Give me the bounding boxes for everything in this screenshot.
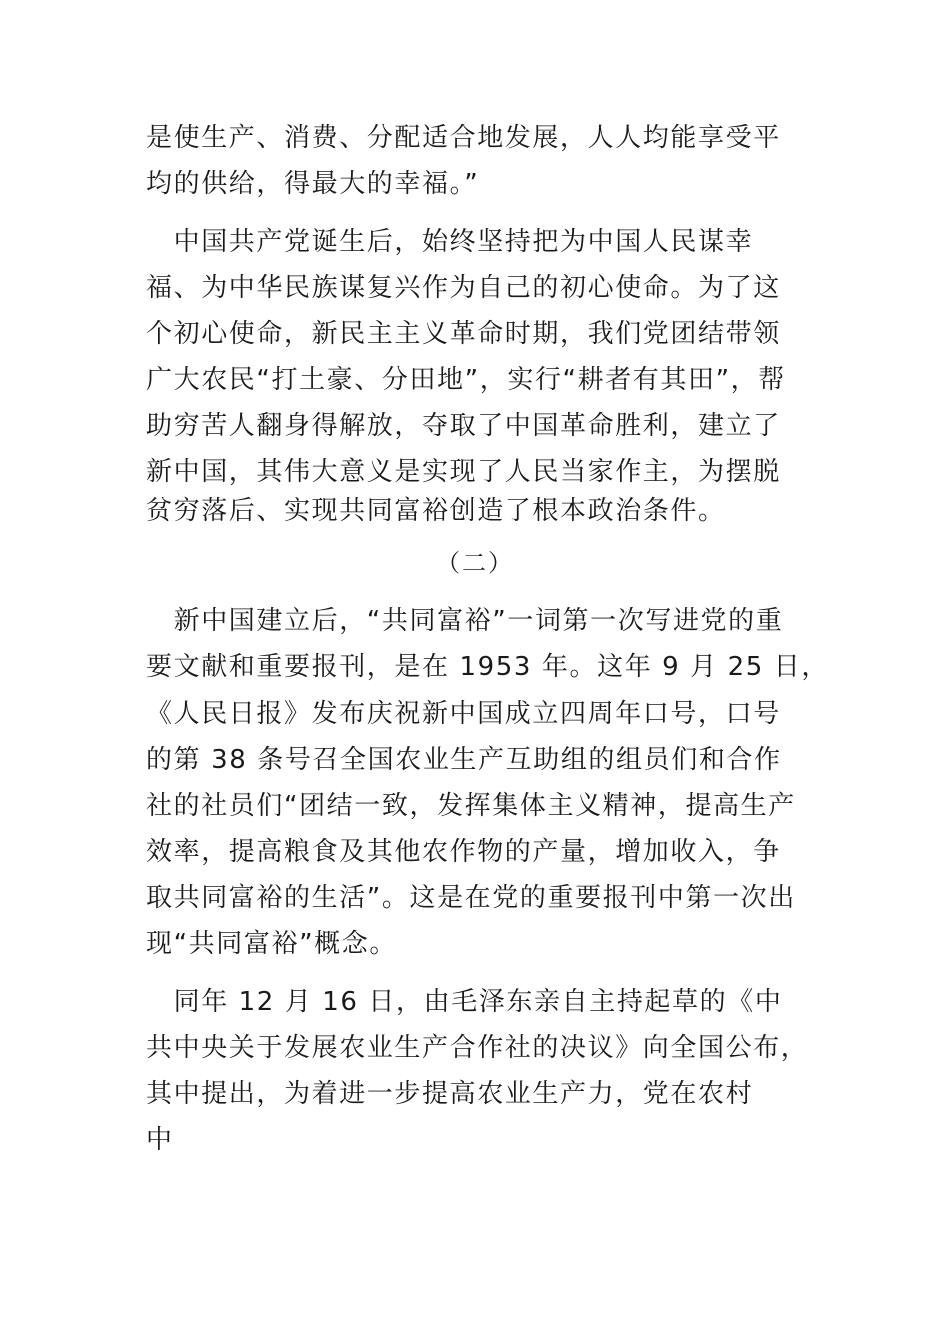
- text-line: 的第 38 条号召全国农业生产互助组的组员们和合作: [146, 745, 782, 775]
- text-line: 个初心使命，新民主主义革命时期，我们党团结带领: [146, 319, 781, 349]
- text-line: 其中提出，为着进一步提高农业生产力，党在农村: [146, 1079, 754, 1109]
- text-line: 广大农民“打土豪、分田地”，实行“耕者有其田”，帮: [146, 365, 786, 395]
- text-line: 取共同富裕的生活”。这是在党的重要报刊中第一次出: [146, 883, 796, 913]
- text-line: 均的供给，得最大的幸福。”: [146, 169, 480, 199]
- text-line: 中国共产党诞生后，始终坚持把为中国人民谋幸: [146, 227, 754, 257]
- text-line: 现“共同富裕”概念。: [146, 929, 397, 959]
- text-line: 福、为中华民族谋复兴作为自己的初心使命。为了这: [146, 273, 781, 303]
- section-heading: （二）: [436, 549, 514, 577]
- text-line: 新中国，其伟大意义是实现了人民当家作主，为摆脱: [146, 457, 781, 487]
- text-line: 新中国建立后，“共同富裕”一词第一次写进党的重: [146, 606, 784, 636]
- text-line: 同年 12 月 16 日，由毛泽东亲自主持起草的《中: [146, 987, 783, 1017]
- text-line: 社的社员们“团结一致，发挥集体主义精神，提高生产: [146, 791, 796, 821]
- text-line: 中: [146, 1125, 174, 1155]
- text-line: 共中央关于发展农业生产合作社的决议》向全国公布，: [146, 1033, 809, 1063]
- text-line: 助穷苦人翻身得解放，夺取了中国革命胜利，建立了: [146, 411, 781, 441]
- text-line: 贫穷落后、实现共同富裕创造了根本政治条件。: [146, 496, 726, 526]
- text-line: 效率，提高粮食及其他农作物的产量，增加收入，争: [146, 837, 781, 867]
- text-line: 是使生产、消费、分配适合地发展，人人均能享受平: [146, 123, 781, 153]
- text-line: 《人民日报》发布庆祝新中国成立四周年口号，口号: [146, 699, 781, 729]
- text-line: 要文献和重要报刊，是在 1953 年。这年 9 月 25 日，: [146, 652, 829, 682]
